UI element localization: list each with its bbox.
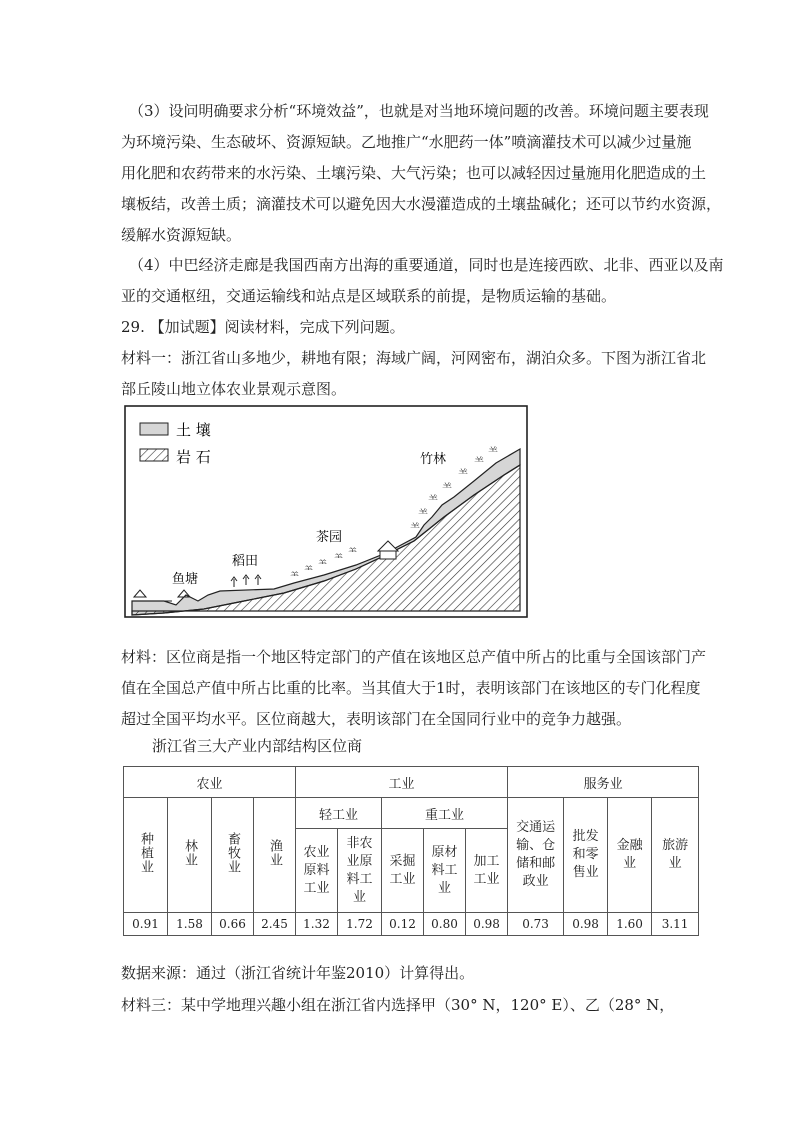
question-29 [121, 312, 707, 405]
subgroup-header-light: 轻工业 [296, 798, 382, 829]
column-header: 采掘工业 [382, 829, 424, 913]
soil-legend-swatch [140, 423, 168, 435]
table-cell: 0.98 [466, 913, 508, 936]
table-caption: 浙江省三大产业内部结构区位商 [152, 737, 363, 755]
soil-legend-label: 土 壤 [176, 421, 211, 439]
text-line: （4）中巴经济走廊是我国西南方出海的重要通道，同时也是连接西欧、北非、西亚以及南 [129, 256, 724, 274]
text-line: 壤板结，改善土质；滴灌技术可以避免因大水漫灌造成的土壤盐碱化；还可以节约水资源， [121, 195, 722, 213]
table-cell: 3.11 [652, 913, 699, 936]
text-line: 材料一：浙江省山多地少，耕地有限；海域广阔，河网密布，湖泊众多。下图为浙江省北 [121, 349, 707, 367]
text-line: 用化肥和农药带来的水污染、土壤污染、大气污染；也可以减轻因过量施用化肥造成的土 [121, 164, 707, 182]
column-header: 旅游业 [652, 798, 699, 913]
svg-text:⺷: ⺷ [318, 560, 328, 570]
text-line: 亚的交通枢纽，交通运输线和站点是区域联系的前提，是物质运输的基础。 [121, 287, 617, 305]
data-source-note: 数据来源：通过（浙江省统计年鉴2010）计算得出。 [121, 964, 475, 982]
group-header-industry: 工业 [296, 767, 508, 798]
subgroup-header-heavy: 重工业 [382, 798, 508, 829]
table-cell: 0.12 [382, 913, 424, 936]
answer-4-paragraph [121, 250, 724, 312]
group-header-agriculture: 农业 [124, 767, 296, 798]
svg-text:⺷: ⺷ [458, 469, 468, 480]
svg-text:⺷: ⺷ [290, 572, 300, 582]
svg-text:⺷: ⺷ [442, 483, 452, 494]
svg-text:⺷: ⺷ [334, 554, 344, 564]
table-cell: 1.60 [608, 913, 652, 936]
tea-label: 茶园 [316, 530, 343, 545]
agriculture-landscape-figure [124, 405, 528, 618]
table-cell: 0.73 [508, 913, 564, 936]
svg-text:⺷: ⺷ [348, 548, 358, 558]
text-line: 部丘陵山地立体农业景观示意图。 [121, 380, 347, 398]
bamboo-label: 竹林 [420, 452, 447, 467]
text-line: （3）设问明确要求分析“环境效益”，也就是对当地环境问题的改善。环境问题主要表现 [129, 102, 709, 120]
column-header: 批发和零售业 [564, 798, 608, 913]
table-row [124, 913, 699, 936]
table-cell: 0.66 [212, 913, 254, 936]
svg-text:⺷: ⺷ [418, 509, 428, 520]
rock-legend-label: 岩 石 [176, 448, 211, 466]
column-header: 加工工业 [466, 829, 508, 913]
svg-text:⺷: ⺷ [410, 523, 420, 534]
text-line: 超过全国平均水平。区位商越大，表明该部门在全国同行业中的竞争力越强。 [121, 710, 632, 728]
group-header-service: 服务业 [508, 767, 699, 798]
text-line: 材料：区位商是指一个地区特定部门的产值在该地区总产值中所占的比重与全国该部门产 [121, 648, 707, 666]
table-cell: 2.45 [254, 913, 296, 936]
answer-3-paragraph [121, 96, 722, 251]
table-cell: 0.80 [424, 913, 466, 936]
table-cell: 1.72 [338, 913, 382, 936]
text-line: 为环境污染、生态破坏、资源短缺。乙地推广“水肥药一体”喷滴灌技术可以减少过量施 [121, 133, 692, 151]
table-cell: 0.91 [124, 913, 168, 936]
material-3-text: 材料三：某中学地理兴趣小组在浙江省内选择甲（30° N，120° E）、乙（28° N， [121, 996, 675, 1014]
table-cell: 0.98 [564, 913, 608, 936]
svg-text:⺷: ⺷ [428, 495, 438, 506]
material-2-paragraph [121, 642, 707, 735]
fishpond-label: 鱼塘 [172, 572, 199, 587]
column-header: 种植业 [124, 798, 168, 913]
question-heading: 29. 【加试题】阅读材料，完成下列问题。 [121, 318, 405, 336]
column-header: 金融业 [608, 798, 652, 913]
table-cell: 1.32 [296, 913, 338, 936]
text-line: 值在全国总产值中所占比重的比率。当其值大于1时，表明该部门在该地区的专门化程度 [121, 679, 701, 697]
location-quotient-table [123, 766, 699, 936]
rock-legend-swatch [140, 449, 168, 461]
column-header: 林业 [168, 798, 212, 913]
paddy-label: 稻田 [232, 554, 259, 569]
column-header: 交通运输、仓储和邮政业 [508, 798, 564, 913]
column-header: 原材料工业 [424, 829, 466, 913]
svg-text:⺷: ⺷ [304, 566, 314, 576]
text-line: 缓解水资源短缺。 [121, 226, 242, 244]
column-header: 农业原料工业 [296, 829, 338, 913]
column-header: 渔业 [254, 798, 296, 913]
column-header: 畜牧业 [212, 798, 254, 913]
column-header: 非农业原料工业 [338, 829, 382, 913]
svg-text:⺷: ⺷ [474, 457, 484, 468]
svg-text:⺷: ⺷ [488, 447, 498, 458]
table-cell: 1.58 [168, 913, 212, 936]
